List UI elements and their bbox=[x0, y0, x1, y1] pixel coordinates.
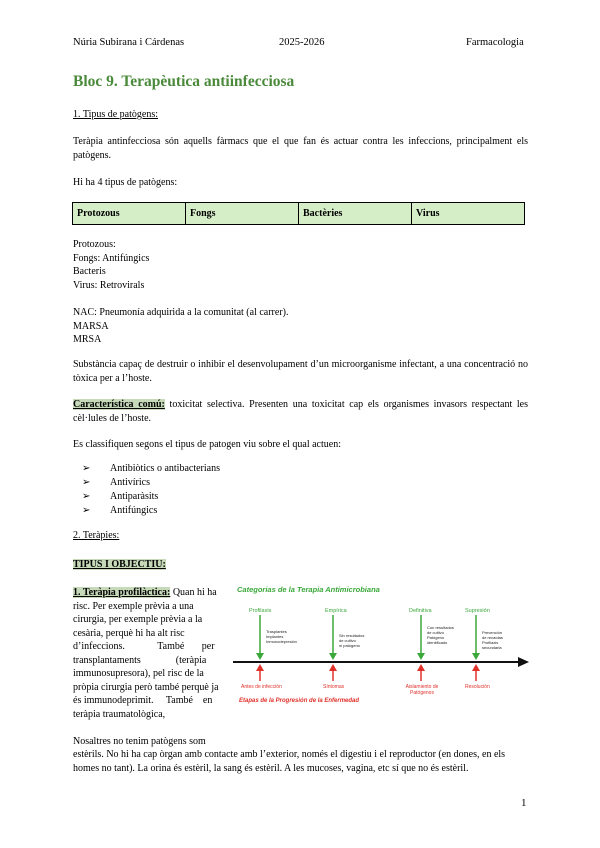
header-author: Núria Subirana i Cárdenas bbox=[73, 37, 185, 48]
pathogen-count-line: Hi ha 4 tipus de patògens: bbox=[73, 177, 178, 188]
text-line: immunosupresora), pel risc de la bbox=[73, 668, 204, 679]
list-item: ➢ Antibiòtics o antibacterians bbox=[82, 463, 220, 474]
text-line: és immunodeprimit. També en bbox=[73, 695, 213, 706]
pathogen-table bbox=[72, 202, 525, 225]
bottom-label: Síntomas bbox=[323, 684, 345, 690]
text-line: Nosaltres no tenim patògens som bbox=[73, 735, 206, 747]
pathogen-cell: Bactèries bbox=[299, 203, 412, 225]
top-label: Definitiva bbox=[409, 608, 432, 614]
antimicrobial-list bbox=[82, 462, 220, 518]
list-item: MRSA bbox=[73, 334, 102, 345]
common-feature-label: Característica comú: bbox=[73, 399, 165, 410]
diagram-note: Con resultados de cultivo Patógeno identificado bbox=[427, 625, 454, 645]
bottom-label: Resolución bbox=[465, 684, 490, 690]
top-label: Profilaxis bbox=[249, 608, 272, 614]
text-line: d’infeccions. També per bbox=[73, 641, 215, 652]
arrow-bullet-icon: ➢ bbox=[82, 505, 91, 516]
list-item: Bacteris bbox=[73, 266, 106, 277]
diagram-note: Sin resultados de cultivo ni patógeno bbox=[339, 633, 365, 648]
abbrev-list bbox=[73, 306, 288, 347]
pathogen-list bbox=[73, 238, 149, 292]
sterility-paragraph bbox=[73, 748, 533, 775]
section2-subheading: TIPUS I OBJECTIU: bbox=[73, 559, 166, 570]
text-line: pròpia cirurgia però també perquè ja bbox=[73, 681, 219, 693]
common-feature-paragraph bbox=[73, 398, 528, 425]
text-line: teràpia traumatològica, bbox=[73, 708, 166, 720]
top-label: Supresión bbox=[465, 608, 490, 614]
list-item: ➢ Antiparàsits bbox=[82, 491, 159, 502]
top-label: Empírica bbox=[325, 608, 347, 614]
arrow-bullet-icon: ➢ bbox=[82, 477, 91, 488]
text-line: cirurgia, per exemple prèvia a la bbox=[73, 614, 203, 625]
timeline-arrowhead bbox=[518, 657, 529, 667]
definition-paragraph: Substància capaç de destruir o inhibir el desenvolupament d’un microorganisme infectant, a una concentració no tòxica per a l’hoste. bbox=[73, 359, 528, 384]
page-number: 1 bbox=[521, 797, 527, 809]
bottom-label: Aislamiento de Patógenos bbox=[405, 684, 439, 696]
list-item: ➢ Antifúngics bbox=[82, 505, 158, 516]
arrow-bullet-icon: ➢ bbox=[82, 491, 91, 502]
pathogen-cell: Protozous bbox=[73, 203, 186, 225]
text-line: homes no tant). La orina és estèril, la sang és estèril. A les mucoses, vagina, etc sí que no és estèril. bbox=[73, 762, 469, 774]
diagram-note: Prevención de recaídas Profilaxis secundaria bbox=[482, 630, 503, 650]
text-line: risc. Per exemple prèvia a una bbox=[73, 600, 194, 612]
list-item: NAC: Pneumonía adquirida a la comunitat (al carrer). bbox=[73, 307, 289, 318]
section1-heading: 1. Tipus de patògens: bbox=[73, 109, 159, 120]
section2-heading: 2. Teràpies: bbox=[73, 530, 120, 541]
diagram-title: Categorias de la Terapia Antimicrobiana bbox=[237, 585, 380, 594]
pathogen-cell: Virus bbox=[412, 203, 525, 225]
antimicrobial-therapy-diagram bbox=[233, 585, 531, 705]
common-feature-text: toxicitat selectiva. Presenten una toxicitat cap els organismes invasors respectant les cèl·lules de l’hoste. bbox=[73, 399, 529, 424]
page-title: Bloc 9. Terapèutica antiinfecciosa bbox=[73, 73, 295, 90]
section1-intro: Teràpia antinfecciosa són aquells fàrmacs que el que fan és actuar contra les infeccions, principalment els patògens. bbox=[73, 136, 528, 161]
text-line: cesària, perquè hi ha alt risc bbox=[73, 627, 185, 639]
pathogen-cell: Fongs bbox=[186, 203, 299, 225]
prophylaxis-paragraph: 1. Teràpia profilàctica: Quan hi ha risc. Per exemple prèvia a una cirurgia, per exemple prèvia a la cesària, perquè hi ha alt risc d’infeccions. També per transplantaments (teràpia immunosupresora), pel risc de la pròpia cirurgia però també perquè ja és immunodeprimit. També en teràpia traumatològica, Nosaltres no tenim patògens som bbox=[73, 586, 225, 748]
bottom-arrows bbox=[256, 664, 480, 681]
text-line: estèrils. No hi ha cap òrgan amb contacte amb l’exterior, només el digestiu i el reproductor (en dones, en els bbox=[73, 749, 506, 760]
classify-line: Es classifiquen segons el tipus de patogen viu sobre el qual actuen: bbox=[73, 439, 341, 450]
list-item: Protozous: bbox=[73, 239, 116, 250]
arrow-bullet-icon: ➢ bbox=[82, 463, 91, 474]
text-line: transplantaments (teràpia bbox=[73, 654, 207, 666]
diagram-footer: Etapas de la Progresión de la Enfermedad bbox=[239, 698, 360, 704]
bottom-label: Antes de infección bbox=[241, 684, 282, 690]
prophylaxis-label: 1. Teràpia profilàctica: bbox=[73, 587, 171, 598]
header-year: 2025-2026 bbox=[279, 37, 325, 48]
list-item: MARSA bbox=[73, 320, 109, 332]
text-line bbox=[73, 721, 225, 735]
diagram-note: Trasplantes Implantes Inmunodepresión bbox=[266, 629, 297, 644]
header-subject: Farmacologia bbox=[466, 37, 524, 48]
list-item: ➢ Antivírics bbox=[82, 477, 150, 488]
list-item: Fongs: Antifúngics bbox=[73, 252, 150, 264]
list-item: Virus: Retrovirals bbox=[73, 279, 145, 291]
